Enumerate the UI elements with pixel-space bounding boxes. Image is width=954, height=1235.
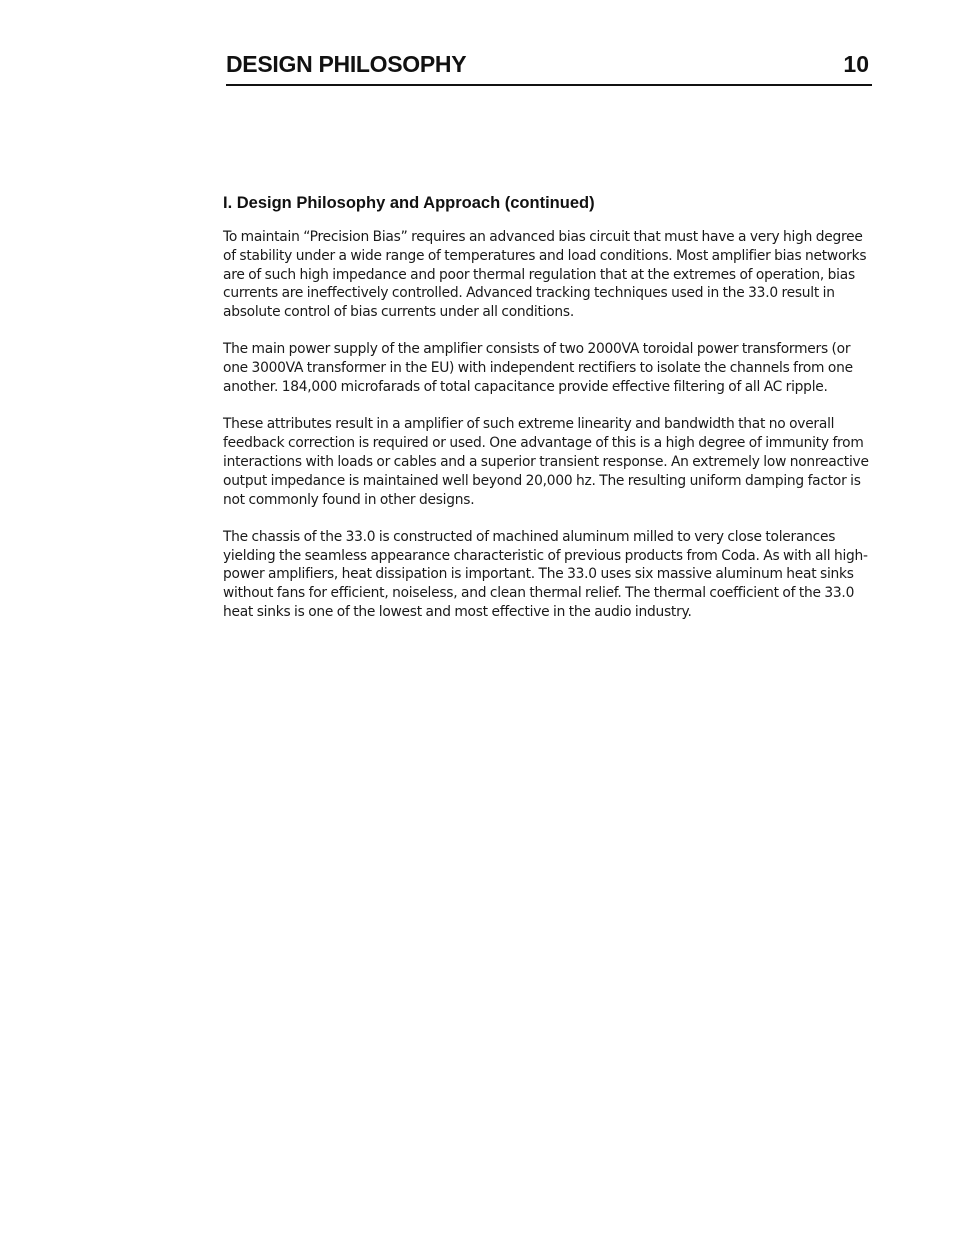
paragraph-linearity: These attributes result in a amplifier of such extreme linearity and bandwidth that no overall feedback correction is required or used. One advantage of this is a high degree of immunity from interactions with loads or cables and a superior transient response. An extremely low nonreactive output impedance is maintained well beyond 20,000 hz. The resulting uniform damping factor is not commonly found in other designs. (223, 416, 869, 508)
design-philosophy-section (223, 192, 873, 640)
paragraph-chassis: The chassis of the 33.0 is constructed of machined aluminum milled to very close tolerances yielding the seamless appearance characteristic of previous products from Coda. As with all high-power amplifiers, heat dissipation is important. The 33.0 uses six massive aluminum heat sinks without fans for efficient, noiseless, and clean thermal relief. The thermal coefficient of the 33.0 heat sinks is one of the lowest and most effective in the audio industry. (223, 528, 868, 621)
section-heading: I. Design Philosophy and Approach (continued) (223, 194, 595, 212)
page-header (226, 50, 872, 86)
page-title: DESIGN PHILOSOPHY (226, 51, 467, 77)
page-number: 10 (843, 51, 869, 77)
paragraph-power-supply: The main power supply of the amplifier consists of two 2000VA toroidal power transformers (or one 3000VA transformer in the EU) with independent rectifiers to isolate the channels from one another. 184,000 microfarads of total capacitance provide effective filtering of all AC ripple. (223, 341, 853, 396)
paragraph-precision-bias: To maintain “Precision Bias” requires an advanced bias circuit that must have a very high degree of stability under a wide range of temperatures and load conditions. Most amplifier bias networks are of such high impedance and poor thermal regulation that at the extremes of operation, bias currents are ineffectively controlled. Advanced tracking techniques used in the 33.0 result in absolute control of bias currents under all conditions. (223, 229, 867, 321)
